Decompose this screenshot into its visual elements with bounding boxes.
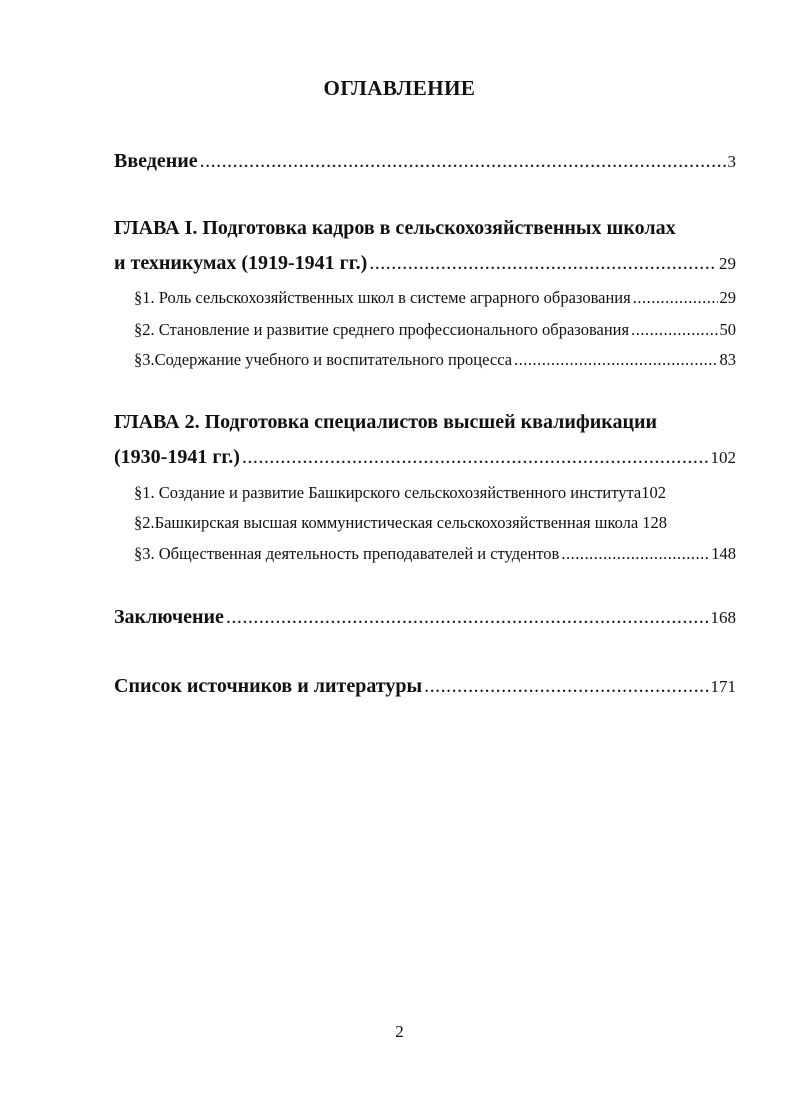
toc-entry-page: 102 [710,448,736,467]
toc-entry-conclusion[interactable] [114,606,736,629]
chapter1-heading-cont: и техникумах (1919-1941 гг.) [114,252,368,274]
toc-entry-page: 128 [642,513,667,532]
toc-entry-page: 171 [710,677,736,696]
toc-entry-ch2-s3[interactable] [134,544,736,564]
toc-entry-label: Список источников и литературы [114,675,423,697]
dot-leader [200,150,726,173]
toc-entry-ch2-s2[interactable] [134,513,736,533]
toc-entry-label: Введение [114,150,198,172]
toc-entry-page: 148 [711,544,736,563]
toc-entry-page: 3 [727,152,736,171]
dot-leader [226,606,709,629]
dot-leader [514,350,717,370]
toc-entry-intro[interactable] [114,150,736,173]
toc-entry-page: 168 [710,608,736,627]
toc-entry-ch2-s1[interactable] [134,483,736,503]
chapter2-heading-cont: (1930-1941 гг.) [114,446,240,468]
page-title: ОГЛАВЛЕНИЕ [323,76,476,100]
dot-leader [242,446,709,469]
toc-entry-page: 102 [641,483,666,502]
dot-leader [424,675,708,698]
toc-entry-ch1-s2[interactable] [134,320,736,340]
chapter2-heading[interactable]: ГЛАВА 2. Подготовка специалистов высшей квалификации [114,411,658,433]
toc-entry-label: §1. Роль сельскохозяйственных школ в системе аграрного образования [134,288,631,307]
toc-entry-label: §3.Содержание учебного и воспитательного процесса [134,350,513,369]
toc-entry-ch1-s1[interactable] [134,288,736,308]
dot-leader [369,252,717,275]
toc-entry-ch1-s3[interactable] [134,350,736,370]
toc-entry-label: §2.Башкирская высшая коммунистическая сельскохозяйственная школа [134,513,639,532]
page-number: 2 [395,1022,404,1041]
chapter1-heading[interactable]: ГЛАВА I. Подготовка кадров в сельскохозяйственных школах [114,217,676,239]
toc-entry-chapter2[interactable] [114,446,736,469]
toc-entry-label: §3. Общественная деятельность преподавателей и студентов [134,544,560,563]
dot-leader [561,544,709,564]
toc-entry-label: Заключение [114,606,224,628]
toc-entry-page: 50 [719,320,736,339]
dot-leader [631,320,717,340]
toc-entry-chapter1[interactable] [114,252,736,275]
toc-entry-sources[interactable] [114,675,736,698]
toc-entry-label: §2. Становление и развитие среднего профессионального образования [134,320,630,339]
toc-entry-page: 83 [719,350,736,369]
toc-entry-page: 29 [719,288,736,307]
toc-entry-page: 29 [719,254,736,273]
toc-entry-label: §1. Создание и развитие Башкирского сельскохозяйственного института [134,483,642,502]
dot-leader [633,288,718,308]
